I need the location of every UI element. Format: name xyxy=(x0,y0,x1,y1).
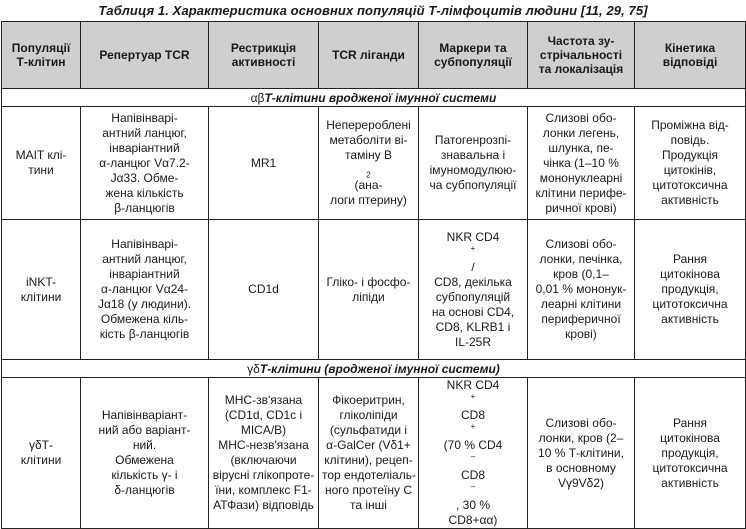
markers: NKR CD4 + CD8 + (70 % CD4 – CD8 – , 30 % CD8+αα) xyxy=(419,378,528,529)
response-kinetics: Рання цитокінова продукція, цитотоксична активність xyxy=(635,220,746,360)
tcr-repertoire: Напівінваріант- ний або варіант- ний. Обмежена кількість γ- і δ-ланцюгів xyxy=(81,378,209,529)
tcr-ligands: Фікоеритрин, гліколіпіди (сульфатиди і α-GalCer (Vδ1+ клітини), рецеп- тор ендотеліаль- ного протеїну С та інші xyxy=(319,378,419,529)
restriction: MR1 xyxy=(209,107,319,220)
frequency-localization: Слизові обо- лонки легень, шлунка, пе- чінка (1–10 % мононуклеарні клітини перифе- ричної крові) xyxy=(528,107,635,220)
restriction: CD1d xyxy=(209,220,319,360)
tcr-ligands: Гліко- і фосфо- ліпіди xyxy=(319,220,419,360)
response-kinetics: Проміжна від- повідь. Продукція цитокінів, цитотоксична активність xyxy=(635,107,746,220)
section-row xyxy=(2,89,746,107)
table-caption: Таблиця 1. Характеристика основних популяцій Т-лімфоцитів людини [11, 29, 75] xyxy=(98,3,648,18)
section-title: αβТ-клітини вродженої імунної системи xyxy=(2,89,746,107)
tcr-ligands: Неперероблені метаболіти ві- таміну B $_2$ (ана- логи птерину) xyxy=(319,107,419,220)
frequency-localization: Слизові обо- лонки, кров (2– 10 % Т-клітини, в основному Vγ9Vδ2) xyxy=(528,378,635,529)
tcr-repertoire: Напівінварі- антний ланцюг, інваріантний α-ланцюг Vα7.2- Jα33. Обме- жена кількість β-ланцюгів xyxy=(81,107,209,220)
header-cell: Маркери та субпопуляції xyxy=(419,22,528,89)
section-row xyxy=(2,360,746,378)
header-cell: Кінетика відповіді xyxy=(635,22,746,89)
tcell-populations-table xyxy=(1,21,746,529)
header-cell: Рестрикція активності xyxy=(209,22,319,89)
population-name: γδТ- клітини xyxy=(2,378,81,529)
population-name: iNKT- клітини xyxy=(2,220,81,360)
tcr-repertoire: Напівінварі- антний ланцюг, інваріантний α-ланцюг Vα24- Jα18 (у людини). Обмежена кіль- кість β-ланцюгів xyxy=(81,220,209,360)
header-cell: Репертуар TCR xyxy=(81,22,209,89)
restriction: MHC-зв'язана (CD1d, CD1c і MICA/B) MHC-незв'язана (включаючи вірусні глікопроте- їни, комплекс F1- АТФази) відповідь xyxy=(209,378,319,529)
table-row xyxy=(2,107,746,220)
header-row xyxy=(2,22,746,89)
response-kinetics: Рання цитокінова продукція, цитотоксична активність xyxy=(635,378,746,529)
header-cell: Частота зу- стрічальності та локалізація xyxy=(528,22,635,89)
section-title: γδТ-клітини (вродженої імунної системи) xyxy=(2,360,746,378)
frequency-localization: Слизові обо- лонки, печінка, кров (0,1– 0,01 % мононук- леарні клітини периферичної крові) xyxy=(528,220,635,360)
markers: Патогенрозпі- знавальна і імуномодулюю- ча субпопуляції xyxy=(419,107,528,220)
population-name: MAIT клі- тини xyxy=(2,107,81,220)
table-row xyxy=(2,378,746,529)
header-cell: TCR ліганди xyxy=(319,22,419,89)
table-row xyxy=(2,220,746,360)
markers: NKR CD4 + / CD8, декілька субпопуляцій на основі CD4, CD8, KLRB1 і IL-25R xyxy=(419,220,528,360)
header-cell: Популяції Т-клітин xyxy=(2,22,81,89)
